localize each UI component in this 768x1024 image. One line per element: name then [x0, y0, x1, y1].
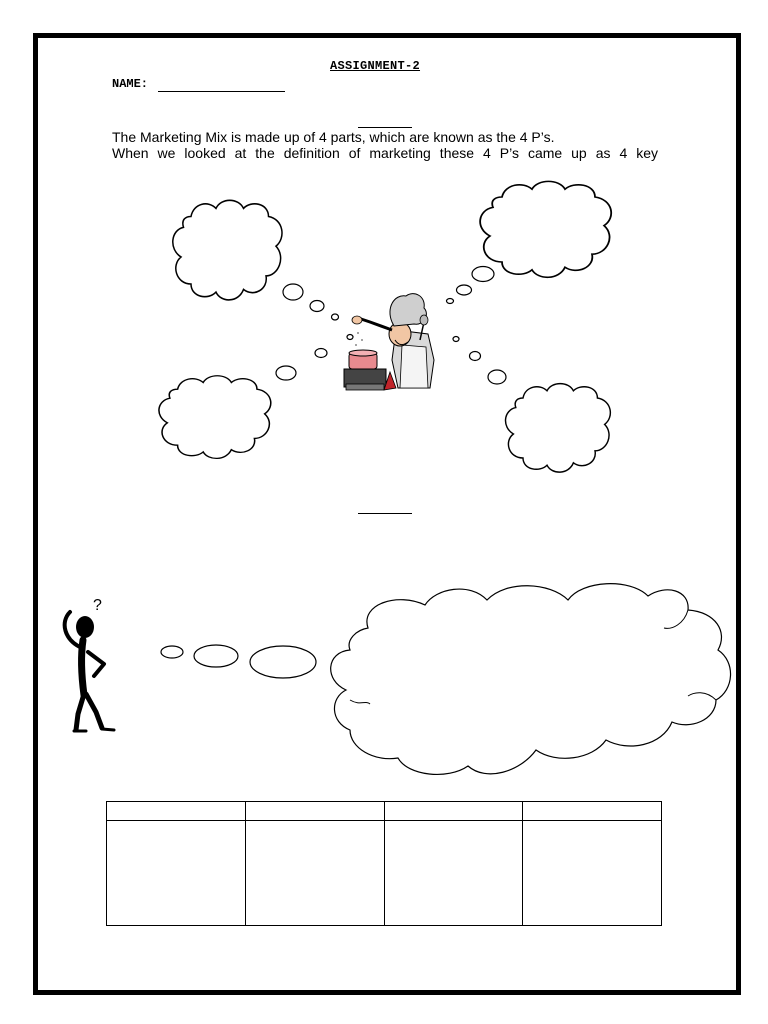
- assignment-title: ASSIGNMENT-2: [330, 59, 421, 73]
- table-cell-body-2[interactable]: [245, 821, 384, 926]
- thought-cloud-top-left[interactable]: [173, 200, 282, 300]
- thought-bubble: [194, 645, 238, 667]
- table-cell-header-3[interactable]: [384, 802, 523, 821]
- thought-bubble: [457, 285, 472, 295]
- thought-bubble: [472, 267, 494, 282]
- thought-bubble: [161, 646, 183, 658]
- thought-bubble: [332, 314, 339, 320]
- table-cell-body-4[interactable]: [523, 821, 662, 926]
- thought-bubble: [447, 299, 454, 304]
- chef-seasoning-pot-icon: [344, 294, 434, 390]
- thought-cloud-bottom-right[interactable]: [506, 384, 611, 473]
- thought-bubble: [250, 646, 316, 678]
- confused-stick-figure-icon: [65, 597, 114, 731]
- table-row: [107, 821, 662, 926]
- blank-line-middle: [358, 513, 412, 514]
- table-cell-header-4[interactable]: [523, 802, 662, 821]
- thought-bubble: [347, 335, 353, 340]
- thought-bubble: [283, 284, 303, 300]
- thought-bubble: [453, 337, 459, 342]
- thought-cloud-bottom-left[interactable]: [159, 376, 271, 459]
- thought-cloud-large[interactable]: [331, 584, 731, 775]
- name-label: NAME:: [112, 77, 149, 91]
- table-row: [107, 802, 662, 821]
- thought-bubble: [310, 301, 324, 312]
- intro-line-2: When we looked at the definition of marketing these 4 P’s came up as 4 key: [112, 145, 658, 161]
- thought-cloud-top-right[interactable]: [480, 181, 611, 277]
- thought-bubble: [488, 370, 506, 384]
- table-cell-header-2[interactable]: [245, 802, 384, 821]
- table-cell-header-1[interactable]: [107, 802, 246, 821]
- intro-line-1: The Marketing Mix is made up of 4 parts, which are known as the 4 P’s.: [112, 129, 555, 145]
- thought-bubble: [276, 366, 296, 380]
- thought-bubble: [315, 349, 327, 358]
- table-cell-body-1[interactable]: [107, 821, 246, 926]
- question-mark: ?: [93, 597, 102, 614]
- answer-table: [106, 801, 662, 926]
- thought-bubble: [470, 352, 481, 361]
- table-cell-body-3[interactable]: [384, 821, 523, 926]
